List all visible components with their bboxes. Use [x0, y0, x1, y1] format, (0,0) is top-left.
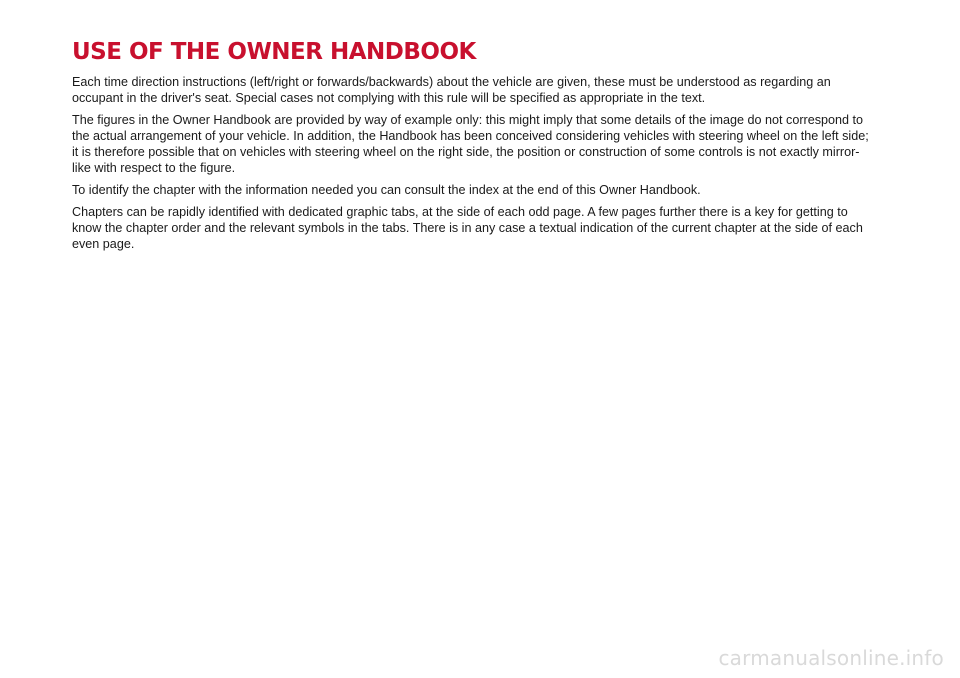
site-watermark: carmanualsonline.info — [718, 646, 944, 670]
paragraph-directions: Each time direction instructions (left/right or forwards/backwards) about the vehicle are given, these must be understood as regarding an occupant in the driver's seat. Special cases not complying with this rule will be specified as appropriate in the text. — [72, 75, 831, 105]
page-title: USE OF THE OWNER HANDBOOK — [72, 39, 476, 65]
handbook-page — [72, 38, 872, 258]
paragraph-index: To identify the chapter with the information needed you can consult the index at the end of this Owner Handbook. — [72, 183, 701, 197]
paragraph-figures: The figures in the Owner Handbook are provided by way of example only: this might imply that some details of the image do not correspond to the actual arrangement of your vehicle. In addition, the Handbook has been conceived considering vehicles with steering wheel on the left side; it is therefore possible that on vehicles with steering wheel on the right side, the position or construction of some controls is not exactly mirror-like with respect to the figure. — [72, 113, 869, 175]
paragraph-chapter-tabs: Chapters can be rapidly identified with dedicated graphic tabs, at the side of each odd page. A few pages further there is a key for getting to know the chapter order and the relevant symbols in the tabs. There is in any case a textual indication of the current chapter at the side of each even page. — [72, 205, 863, 251]
